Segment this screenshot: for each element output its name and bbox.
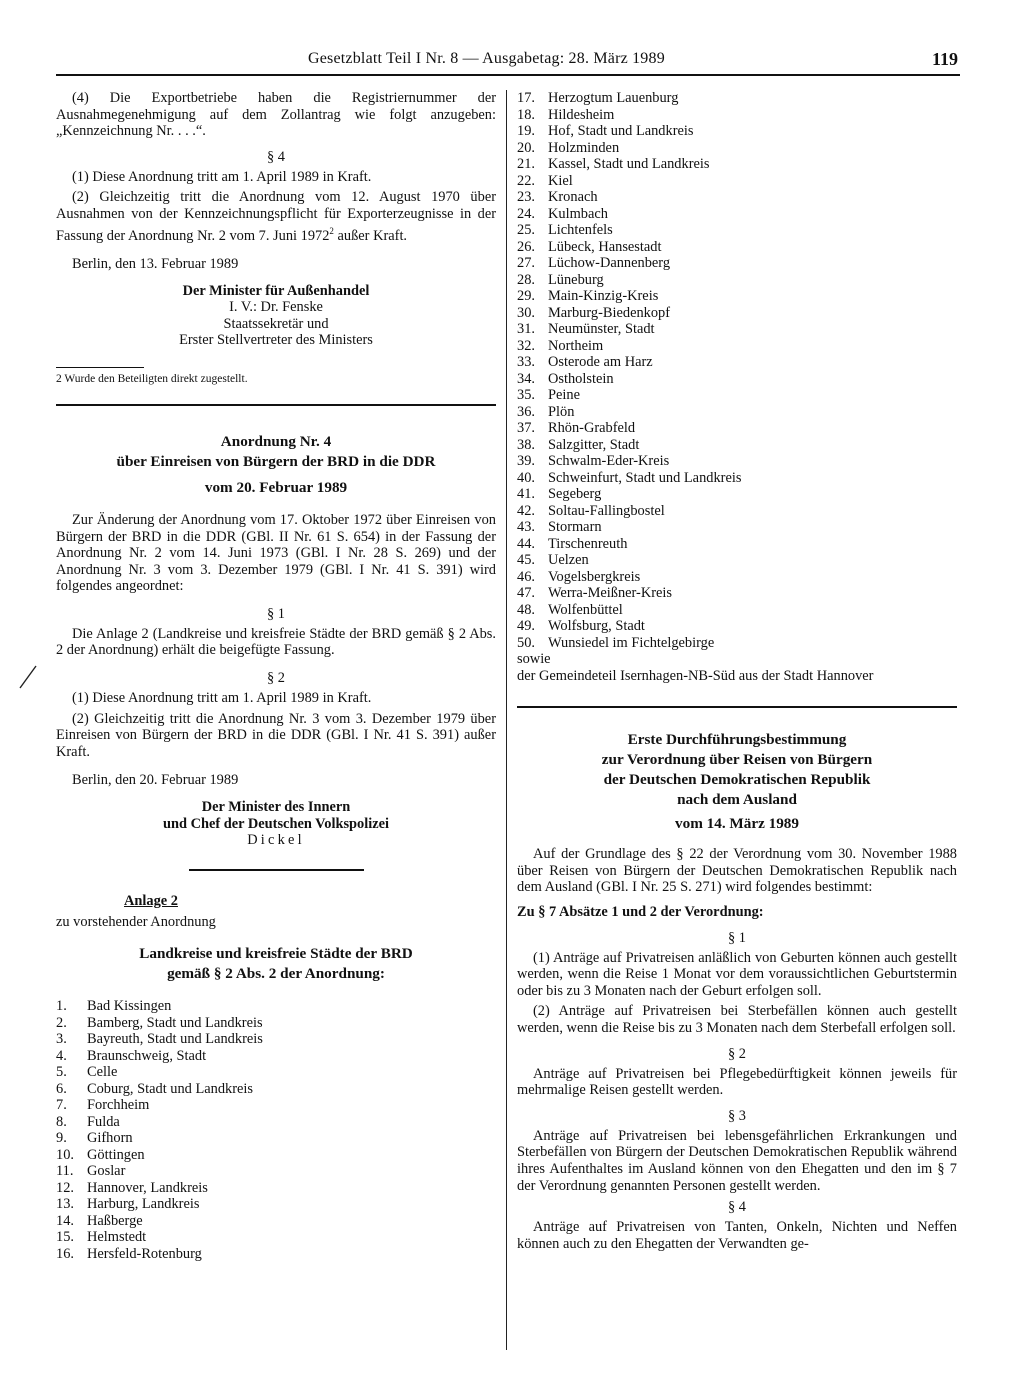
item-name: Soltau-Fallingbostel — [548, 502, 665, 519]
item-number: 30. — [517, 304, 535, 321]
district-item — [517, 90, 957, 107]
item-number: 16. — [56, 1245, 74, 1262]
anlage-label: Anlage 2 — [124, 892, 178, 909]
item-number: 1. — [56, 998, 67, 1015]
item-name: Goslar — [87, 1163, 126, 1180]
footnote-ref: 2 — [329, 225, 334, 236]
district-item — [517, 140, 957, 157]
item-name: Kronach — [548, 189, 598, 205]
item-name: Peine — [548, 387, 580, 403]
list-heading: gemäß § 2 Abs. 2 der Anordnung: — [167, 965, 385, 983]
section-heading: § 3 — [728, 1107, 746, 1124]
district-item — [517, 519, 957, 536]
item-number: 38. — [517, 436, 535, 453]
district-item — [517, 552, 957, 569]
text-span: (2) Gleichzeitig tritt die Anordnung vom 12. August 1970 über Ausnahmen von der Kennzeichnungspflicht für Exporterzeugnisse in der Fassung der Anordnung Nr. 2 vom 7. Juni 1972 — [56, 189, 496, 244]
section-heading: § 4 — [728, 1199, 746, 1216]
item-number: 44. — [517, 535, 535, 552]
page-number: 119 — [931, 49, 958, 69]
list-sowie: sowie — [517, 651, 551, 667]
item-number: 12. — [56, 1179, 74, 1196]
item-number: 23. — [517, 189, 535, 205]
footnote-rule — [56, 367, 144, 368]
paragraph: (1) Anträge auf Privatreisen anläßlich von Geburten können auch gestellt werden, wenn die Reise 1 Monat vor dem voraussichtlichen Geburtstermin oder bis zu 3 Monaten nach der Geburt erfolgen soll. — [517, 949, 957, 999]
district-item — [517, 387, 957, 404]
item-name: Göttingen — [87, 1146, 145, 1163]
district-item — [56, 1196, 496, 1213]
item-name: Rhön-Grabfeld — [548, 420, 636, 436]
paragraph: Anträge auf Privatreisen bei Pflegebedürftigkeit können jeweils für mehrmalige Reisen gestellt werden. — [517, 1065, 957, 1099]
pencil-mark-icon — [18, 664, 38, 690]
district-item — [517, 222, 957, 239]
district-item — [517, 272, 957, 289]
item-number: 49. — [517, 618, 535, 634]
item-number: 36. — [517, 403, 535, 420]
item-name: Hof, Stadt und Landkreis — [548, 123, 694, 139]
item-number: 37. — [517, 420, 535, 436]
text-span: außer Kraft. — [333, 227, 408, 244]
item-name: Forchheim — [87, 1097, 150, 1114]
item-name: Ostholstein — [548, 370, 614, 387]
left-column — [56, 90, 496, 1262]
item-number: 34. — [517, 370, 535, 387]
item-number: 42. — [517, 502, 535, 519]
item-name: Bad Kissingen — [87, 998, 172, 1015]
item-name: Lichtenfels — [548, 222, 613, 238]
district-list — [517, 90, 957, 651]
anordnung-title: Anordnung Nr. 4 — [220, 432, 332, 450]
item-number: 26. — [517, 238, 535, 255]
signature-line: Staatssekretär und — [223, 315, 329, 332]
item-name: Schwalm-Eder-Kreis — [548, 453, 670, 469]
item-name: Neumünster, Stadt — [548, 321, 655, 337]
district-item — [56, 1015, 496, 1032]
item-name: Northeim — [548, 337, 604, 354]
paragraph-intro: Zur Änderung der Anordnung vom 17. Oktober 1972 über Einreisen von Bürgern der BRD in die DDR (GBl. II Nr. 61 S. 654) in der Fassung der Anordnung Nr. 2 vom 14. Juni 1973 (GBl. I Nr. 28 S. 269) und der Anordnung Nr. 3 vom 3. Dezember 1979 (GBl. I Nr. 41 S. 391) wird folgendes angeordnet: — [56, 511, 496, 595]
district-item — [56, 1180, 496, 1197]
district-item — [56, 1130, 496, 1147]
header-title: Gesetzblatt Teil I Nr. 8 — Ausgabetag: 28. März 1989 — [308, 50, 665, 67]
signature-line: I. V.: Dr. Fenske — [229, 299, 323, 316]
item-name: Bamberg, Stadt und Landkreis — [87, 1014, 263, 1031]
section-heading: § 2 — [728, 1045, 746, 1062]
district-item — [517, 255, 957, 272]
district-item — [517, 585, 957, 602]
item-name: Werra-Meißner-Kreis — [548, 585, 673, 601]
item-name: Marburg-Biedenkopf — [548, 304, 671, 321]
item-name: Kulmbach — [548, 205, 608, 222]
item-number: 9. — [56, 1130, 67, 1147]
district-item — [517, 321, 957, 338]
anlage-subtitle: zu vorstehender Anordnung — [56, 913, 216, 930]
district-item — [56, 1097, 496, 1114]
list-tail: der Gemeindeteil Isernhagen-NB-Süd aus der Stadt Hannover — [517, 667, 874, 684]
district-item — [517, 453, 957, 470]
district-item — [517, 536, 957, 553]
item-number: 10. — [56, 1146, 74, 1163]
district-item — [56, 1048, 496, 1065]
paragraph-export-4: (4) Die Exportbetriebe haben die Registriernummer der Ausnahmegenehmigung auf dem Zollantrag wie folgt anzugeben: „Kennzeichnung Nr. . . .“. — [56, 90, 496, 140]
item-name: Celle — [87, 1064, 118, 1081]
item-number: 18. — [517, 106, 535, 123]
page-header — [56, 50, 960, 76]
item-name: Hersfeld-Rotenburg — [87, 1245, 202, 1262]
item-name: Harburg, Landkreis — [87, 1196, 200, 1213]
signature-line: Dickel — [247, 832, 305, 849]
district-item — [517, 156, 957, 173]
db-title: zur Verordnung über Reisen von Bürgern — [601, 751, 873, 769]
paragraph — [56, 189, 496, 244]
item-name: Salzgitter, Stadt — [548, 436, 640, 453]
signature-line: und Chef der Deutschen Volkspolizei — [162, 815, 390, 832]
item-name: Bayreuth, Stadt und Landkreis — [87, 1031, 263, 1048]
district-item — [517, 288, 957, 305]
section-heading: § 4 — [267, 148, 285, 165]
right-column — [517, 90, 957, 1252]
district-item — [56, 1114, 496, 1131]
paragraph: (2) Anträge auf Privatreisen bei Sterbefällen können auch gestellt werden, wenn die Reise bis zu 3 Monaten nach dem Sterbefall erfolgen soll. — [517, 1003, 957, 1036]
paragraph: (2) Gleichzeitig tritt die Anordnung Nr. 3 vom 3. Dezember 1979 über Einreisen von Bürgern der BRD in die DDR (GBl. I Nr. 41 S. 391) außer Kraft. — [56, 710, 496, 760]
paragraph-intro: Auf der Grundlage des § 22 der Verordnung vom 30. November 1988 über Reisen von Bürgern der Deutschen Demokratischen Republik nach dem Ausland (GBl. I Nr. 25 S. 271) wird folgendes bestimmt: — [517, 846, 957, 896]
item-name: Uelzen — [548, 552, 589, 568]
item-number: 17. — [517, 90, 535, 106]
db-title: Erste Durchführungsbestimmung — [627, 731, 847, 749]
district-item — [517, 305, 957, 322]
district-item — [56, 1246, 496, 1263]
item-number: 22. — [517, 172, 535, 189]
district-item — [517, 602, 957, 619]
district-item — [517, 420, 957, 437]
district-item — [517, 354, 957, 371]
column-divider — [506, 90, 507, 1350]
district-item — [517, 618, 957, 635]
item-name: Coburg, Stadt und Landkreis — [87, 1080, 254, 1097]
item-number: 33. — [517, 354, 535, 370]
date-line: Berlin, den 20. Februar 1989 — [72, 772, 239, 789]
section-rule — [189, 869, 364, 871]
item-name: Haßberge — [87, 1212, 143, 1229]
item-name: Segeberg — [548, 486, 602, 502]
district-item — [56, 1031, 496, 1048]
list-heading: Landkreise und kreisfreie Städte der BRD — [139, 945, 413, 963]
signature-block — [56, 799, 496, 849]
item-number: 32. — [517, 337, 535, 354]
item-number: 29. — [517, 288, 535, 304]
signature-block — [56, 283, 496, 349]
section-heading: § 1 — [267, 605, 285, 622]
item-name: Lüchow-Dannenberg — [548, 255, 671, 271]
item-number: 28. — [517, 271, 535, 288]
district-item — [517, 206, 957, 223]
item-name: Wunsiedel im Fichtelgebirge — [548, 634, 715, 651]
district-item — [517, 189, 957, 206]
district-item — [56, 1064, 496, 1081]
item-number: 2. — [56, 1014, 67, 1031]
item-number: 20. — [517, 139, 535, 156]
district-item — [56, 1147, 496, 1164]
district-item — [517, 635, 957, 652]
paragraph: (1) Diese Anordnung tritt am 1. April 1989 in Kraft. — [72, 690, 372, 707]
item-number: 35. — [517, 387, 535, 403]
item-number: 47. — [517, 585, 535, 601]
item-number: 24. — [517, 205, 535, 222]
district-item — [517, 107, 957, 124]
db-date: vom 14. März 1989 — [675, 815, 799, 833]
item-name: Stormarn — [548, 519, 602, 535]
item-name: Osterode am Harz — [548, 354, 653, 370]
item-name: Kiel — [548, 172, 573, 189]
db-title: nach dem Ausland — [677, 791, 797, 809]
db-title: der Deutschen Demokratischen Republik — [603, 771, 871, 789]
item-number: 39. — [517, 453, 535, 469]
item-name: Lüneburg — [548, 271, 604, 288]
anordnung-title: über Einreisen von Bürgern der BRD in die DDR — [116, 452, 436, 470]
item-number: 4. — [56, 1047, 67, 1064]
item-number: 48. — [517, 601, 535, 618]
district-item — [517, 503, 957, 520]
district-item — [56, 1229, 496, 1246]
district-item — [56, 1213, 496, 1230]
item-name: Hildesheim — [548, 106, 615, 123]
district-item — [56, 998, 496, 1015]
item-number: 19. — [517, 123, 535, 139]
district-item — [517, 404, 957, 421]
item-name: Gifhorn — [87, 1130, 133, 1147]
item-number: 15. — [56, 1229, 74, 1246]
item-name: Kassel, Stadt und Landkreis — [548, 156, 710, 172]
item-number: 11. — [56, 1163, 74, 1180]
item-name: Herzogtum Lauenburg — [548, 90, 679, 106]
item-name: Main-Kinzig-Kreis — [548, 288, 659, 304]
paragraph: Anträge auf Privatreisen von Tanten, Onkeln, Nichten und Neffen können auch zu den Ehegatten der Verwandten ge- — [517, 1219, 957, 1252]
item-name: Hannover, Landkreis — [87, 1179, 208, 1196]
item-name: Helmstedt — [87, 1229, 147, 1246]
item-name: Plön — [548, 403, 575, 420]
item-number: 14. — [56, 1212, 74, 1229]
item-number: 5. — [56, 1064, 67, 1081]
item-name: Lübeck, Hansestadt — [548, 238, 662, 255]
district-item — [517, 371, 957, 388]
signature-line: Der Minister des Innern — [201, 799, 351, 816]
item-number: 45. — [517, 552, 535, 568]
district-item — [517, 123, 957, 140]
item-name: Wolfsburg, Stadt — [548, 618, 645, 634]
paragraph: Anträge auf Privatreisen bei lebensgefährlichen Erkrankungen und Sterbefällen von Bürgern der Deutschen Demokratischen Republik während ihres Aufenthaltes im Ausland können von den Ehegatten und den im § 7 der Verordnung genannten Personen gestellt werden. — [517, 1127, 957, 1194]
signature-line: Der Minister für Außenhandel — [182, 282, 370, 299]
district-item — [517, 569, 957, 586]
district-item — [56, 1163, 496, 1180]
district-item — [517, 470, 957, 487]
item-number: 41. — [517, 486, 535, 502]
item-name: Wolfenbüttel — [548, 601, 623, 618]
item-number: 50. — [517, 634, 535, 651]
item-number: 27. — [517, 255, 535, 271]
item-number: 13. — [56, 1196, 74, 1213]
district-item — [517, 173, 957, 190]
item-number: 43. — [517, 519, 535, 535]
item-number: 7. — [56, 1097, 67, 1114]
section-heading: § 2 — [267, 670, 285, 687]
section-rule — [517, 706, 957, 708]
date-line: Berlin, den 13. Februar 1989 — [72, 255, 239, 272]
item-number: 31. — [517, 321, 535, 337]
signature-line: Erster Stellvertreter des Ministers — [179, 332, 373, 349]
item-number: 46. — [517, 568, 535, 585]
item-name: Vogelsbergkreis — [548, 568, 641, 585]
item-number: 40. — [517, 469, 535, 486]
anordnung-date: vom 20. Februar 1989 — [204, 478, 348, 496]
paragraph: (1) Diese Anordnung tritt am 1. April 1989 in Kraft. — [72, 168, 372, 185]
item-number: 25. — [517, 222, 535, 238]
item-name: Holzminden — [548, 139, 620, 156]
district-item — [517, 437, 957, 454]
item-name: Braunschweig, Stadt — [87, 1047, 207, 1064]
district-item — [517, 338, 957, 355]
item-number: 21. — [517, 156, 535, 172]
item-name: Tirschenreuth — [548, 535, 628, 552]
item-name: Fulda — [87, 1113, 120, 1130]
paragraph: Die Anlage 2 (Landkreise und kreisfreie Städte der BRD gemäß § 2 Abs. 2 der Anordnung) erhält die beigefügte Fassung. — [56, 625, 496, 659]
section-rule — [56, 404, 496, 406]
district-item — [517, 486, 957, 503]
footnote: 2 Wurde den Beteiligten direkt zugestellt. — [56, 372, 248, 385]
item-number: 6. — [56, 1080, 67, 1097]
item-number: 8. — [56, 1113, 67, 1130]
district-list — [56, 998, 496, 1262]
district-item — [517, 239, 957, 256]
district-item — [56, 1081, 496, 1098]
subheading: Zu § 7 Absätze 1 und 2 der Verordnung: — [517, 903, 764, 920]
item-number: 3. — [56, 1031, 67, 1048]
section-heading: § 1 — [728, 929, 746, 946]
item-name: Schweinfurt, Stadt und Landkreis — [548, 469, 742, 486]
